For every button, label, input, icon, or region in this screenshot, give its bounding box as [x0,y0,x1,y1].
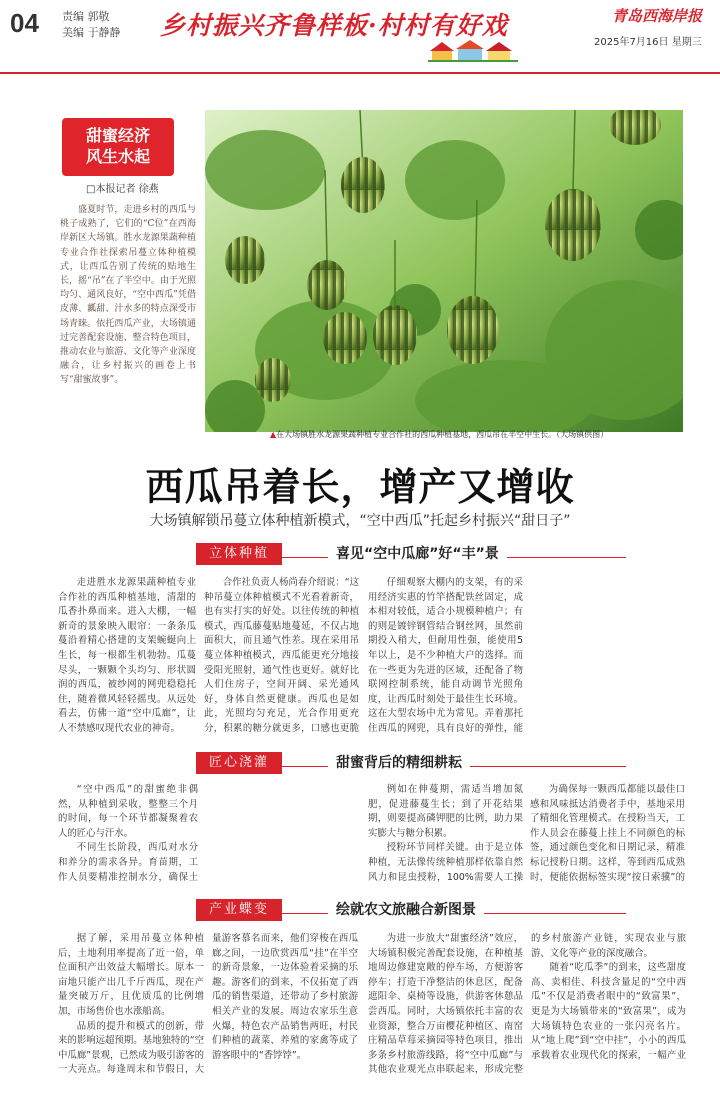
paragraph: 据了解，采用吊蔓立体种植后，土地利用率提高了近一倍，单位面积产出效益大幅增长。原本一亩地只能产出几千斤西瓜，现在产量突破万斤，且优质瓜的比例增加，市场售价也水涨船高。 [58,933,204,1017]
newspaper-name: 青岛西海岸报 [612,7,703,25]
paragraph: 随着“吃瓜季”的到来，这些甜度高、卖相佳、科技含量足的“空中西瓜”不仅是消费者眼中的“致富果”，更是为大场镇带来的“致富果”，成为大场镇特色农业的一张闪亮名片。从“地上爬”到“空中挂”，小小的西瓜承载着农业现代化的探索，一幅产业 [531,962,686,1061]
article-headline: 西瓜吊着长，增产又增收 [145,464,575,509]
page-number: 04 [10,8,39,38]
section-tag: 匠心浇灌 [196,752,282,774]
feature-tag-line2: 风生水起 [85,147,150,166]
section3-columns-3-4 [368,932,686,1088]
paragraph: 为确保每一颗西瓜都能以最佳口感和风味抵达消费者手中，基地采用了精细化管理模式。在授粉当天，工作人员会在藤蔓上挂上不同颜色的标签，通过颜色变化和日期记录，精准标记授粉日期。这样，等到西瓜成熟时，便能依据标签实现“按日索骥”的 [530,784,685,883]
caption-triangle-icon: ▲ [270,430,277,439]
village-houses-icon [428,40,518,62]
paragraph: 授粉环节同样关键。由于是立体种植，无法像传统种植那样依靠自然风力和昆虫授粉，100%需要人工操 [368,842,523,883]
editor-credit: 责编 郭敬 [62,10,110,23]
paragraph: 走进胜水龙源果蔬种植专业合作社的西瓜种植基地，清甜的瓜香扑鼻而来。进入大棚，一幅新奇的景象映入眼帘：一条条瓜蔓沿着精心搭建的支架蜿蜒向上生长，每一根都生机勃勃。瓜蔓尽头，一颗颗个头均匀、形状圆润的西瓜，被纱网的网兜稳稳托住，随着微风轻轻摇曳。从远处看去，仿佛一道“空中瓜廊”，让人不禁感叹现代农业的神奇。 [58,577,196,734]
section-tag: 立体种植 [196,543,282,565]
section-header-3 [196,899,626,925]
watermelon-greenhouse-photo [205,110,683,432]
paragraph: 例如在伸蔓期，需适当增加氮肥，促进藤蔓生长；到了开花结果期，则要提高磷钾肥的比例，助力果实膨大与糖分积累。 [368,784,523,839]
section2-column4 [530,783,685,883]
section-title: 喜见“空中瓜廊”好“丰”景 [328,543,507,565]
section2-column2 [204,783,359,883]
section1-column3 [368,576,523,736]
article-subheadline: 大场镇解锁吊蔓立体种植新模式，“空中西瓜”托起乡村振兴“甜日子” [149,513,571,529]
paragraph: 品质的提升和模式的创新，带来的影响远超预期。基地独特的“空中瓜廊”景观，已然成为吸引游客的一大亮点。每逢周末和节假日，大量游客慕名而来，他们穿梭在西瓜廊之间，一边欣赏西瓜“挂”在半空的新奇景象，一边体验着采摘的乐趣。游客们的到来，不仅拓宽了西瓜的销售渠道，还带动了乡村旅游相关产业的发展。周边农家乐生意火爆，特色农产品销售两旺，村民们种植的蔬菜、养殖的家禽等成了游客眼中的“香饽饽”。 [58,933,358,1076]
designer-credit: 美编 于静静 [62,26,121,39]
intro-paragraph: 盛夏时节，走进乡村的西瓜与桃子成熟了，它们的“C位”在西海岸新区大场镇。胜水龙源果蔬种植专业合作社探索吊蔓立体种植模式，让西瓜告别了传统的贴地生长，摇“吊”在了半空中。由于光照均匀、通风良好，“空中西瓜”凭借皮薄、瓤甜、汁水多的特点深受市场青睐。依托西瓜产业，大场镇通过完善配套设施、整合特色项目，推动农业与旅游、文化等产业深度融合，让乡村振兴的画卷上书写“甜蜜故事”。 [60,205,196,386]
caption-text: 在大场镇胜水龙源果蔬种植专业合作社的西瓜种植基地，西瓜吊在半空中生长。（大场镇供图） [276,430,609,439]
section2-column1 [58,783,198,883]
paragraph: 仔细观察大棚内的支架，有的采用经济实惠的竹竿搭配铁丝固定，成本相对较低，适合小规模种植户；有的则是镀锌钢管结合钢丝网，虽然前期投入稍大，但耐用性强，能使用5年以上，是不少种植大户的选择。而在一些更为先进的区域，还配备了物联网控制系统，能自动调节光照角度，让西瓜时刻处于最佳生长环境。这在大型农场中尤为常见。弄着那托住西瓜的网兜，具有良好的弹性，能 [368,577,523,734]
feature-tag-line1: 甜蜜经济 [85,126,150,145]
byline: □本报记者 徐燕 [86,184,159,195]
section-title: 绘就农文旅融合新图景 [328,899,484,921]
feature-tag [62,118,174,176]
section1-column1 [58,576,196,736]
masthead [0,0,720,62]
paragraph: 为进一步放大“甜蜜经济”效应，大场镇积极完善配套设施，在种植基地周边修建宽敞的停车场，方便游客停车；打造干净整洁的休息区，配备遮阳伞、桌椅等设施，供游客休憩品尝西瓜。同时，大场镇依托丰富的农业资源，整合万亩樱花种植区、南窑庄精品草莓采摘园等特色项目，推出多条乡村旅游线路，将“空中瓜廊”与其他农业观光点串联起来，形成完整的乡村旅游产业链，实现农业与旅游、文化等产业的深度融合。 [368,933,686,1076]
photo-caption [270,429,608,440]
paragraph: “空中西瓜”的甜蜜绝非偶然，从种植到采收，整整三个月的时间，每一个环节都凝聚着农人的匠心与汗水。 [58,784,198,839]
publication-date: 2025年7月16日 星期三 [594,37,702,48]
section2-column3 [368,783,523,883]
section-header-2 [196,752,626,778]
section-title: 甜蜜背后的精细耕耘 [328,752,470,774]
paragraph: 合作社负责人杨尚春介绍说：“这种吊蔓立体种植模式不光看着新奇，也有实打实的好处。以往传统的种植模式，西瓜藤蔓贴地蔓延，不仅占地面积大，而且通气性差。现在采用吊蔓立体种植模式，西瓜能更充分地接受阳光照射，通气性也更好。就好比人们住房子，空间开阔、采光通风好，身体自然更健康。西瓜也是如此，光照均匀充足，光合作用更充分，积累的糖分就更多，口感也更脆 [204,577,359,734]
section1-column2 [204,576,359,736]
section-banner-title: 乡村振兴齐鲁样板·村村有好戏 [160,11,508,40]
masthead-divider [0,72,720,74]
paragraph: 不同生长阶段，西瓜对水分和养分的需求各异。育苗期，工作人员要精准控制水分，确保土 [58,842,198,883]
section3-columns-1-2 [58,932,358,1088]
editor-credits [62,9,121,41]
section-header-1 [196,543,626,569]
section-tag: 产业蝶变 [196,899,282,921]
section1-column4 [530,576,685,736]
